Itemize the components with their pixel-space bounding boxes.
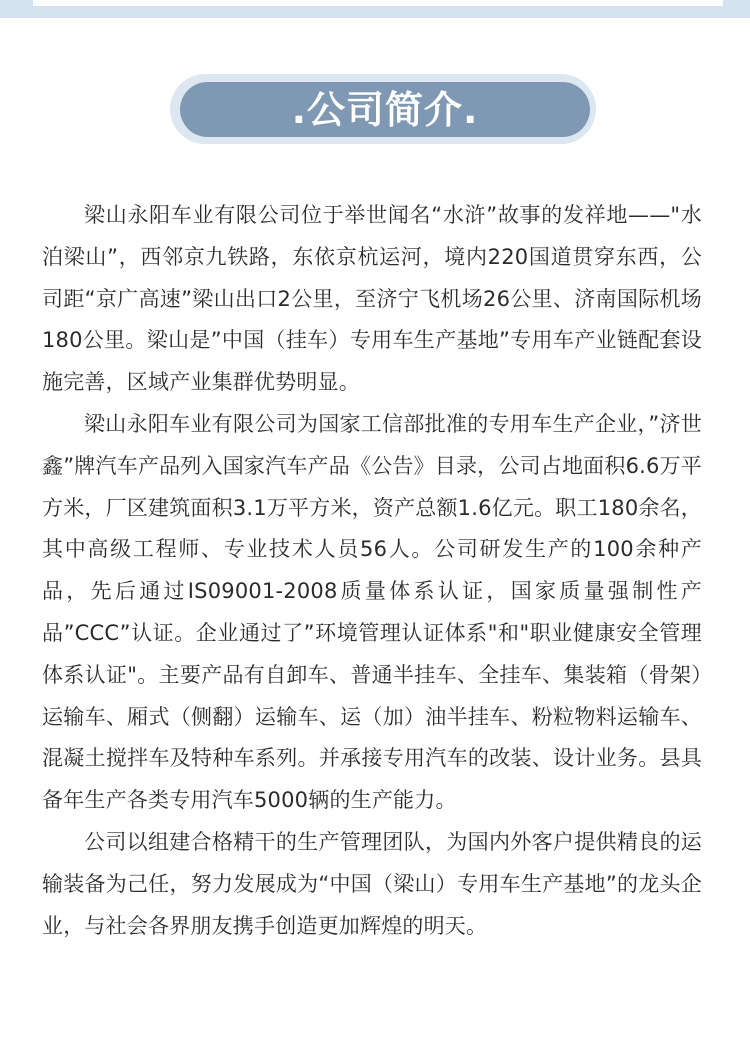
intro-paragraph-location: 梁山永阳车业有限公司位于举世闻名“水浒”故事的发祥地——"水泊梁山”，西邻京九铁路，东依京杭运河，境内220国道贯穿东西，公司距“京广高速”梁山出口2公里，至济宁飞机场26公里、济南国际机场180公里。梁山是”中国（挂车）专用车生产基地”专用车产业链配套设施完善，区域产业集群优势明显。 — [42, 203, 702, 395]
section-title-badge — [180, 82, 590, 137]
section-title: .公司简介. — [291, 87, 479, 132]
company-intro-text — [42, 195, 702, 947]
top-band-inner-panel — [33, 0, 723, 6]
intro-paragraph-mission: 公司以组建合格精干的生产管理团队，为国内外客户提供精良的运输装备为己任，努力发展成为“中国（梁山）专用车生产基地”的龙头企业，与社会各界朋友携手创造更加辉煌的明天。 — [42, 829, 702, 938]
top-decorative-band — [0, 0, 750, 18]
intro-paragraph-profile: 梁山永阳车业有限公司为国家工信部批准的专用车生产企业，”济世鑫”牌汽车产品列入国家汽车产品《公告》目录，公司占地面积6.6万平方米，厂区建筑面积3.1万平方米，资产总额1.6亿元。职工180余名，其中高级工程师、专业技术人员56人。公司研发生产的100余种产品，先后通过IS09001-2008质量体系认证，国家质量强制性产品”CCC”认证。企业通过了”环境管理认证体系"和"职业健康安全管理体系认证"。主要产品有自卸车、普通半挂车、全挂车、集装箱（骨架）运输车、厢式（侧翻）运输车、运（加）油半挂车、粉粒物料运输车、混凝土搅拌车及特种车系列。并承接专用汽车的改装、设计业务。县具备年生产各类专用汽车5000辆的生产能力。 — [42, 411, 702, 813]
